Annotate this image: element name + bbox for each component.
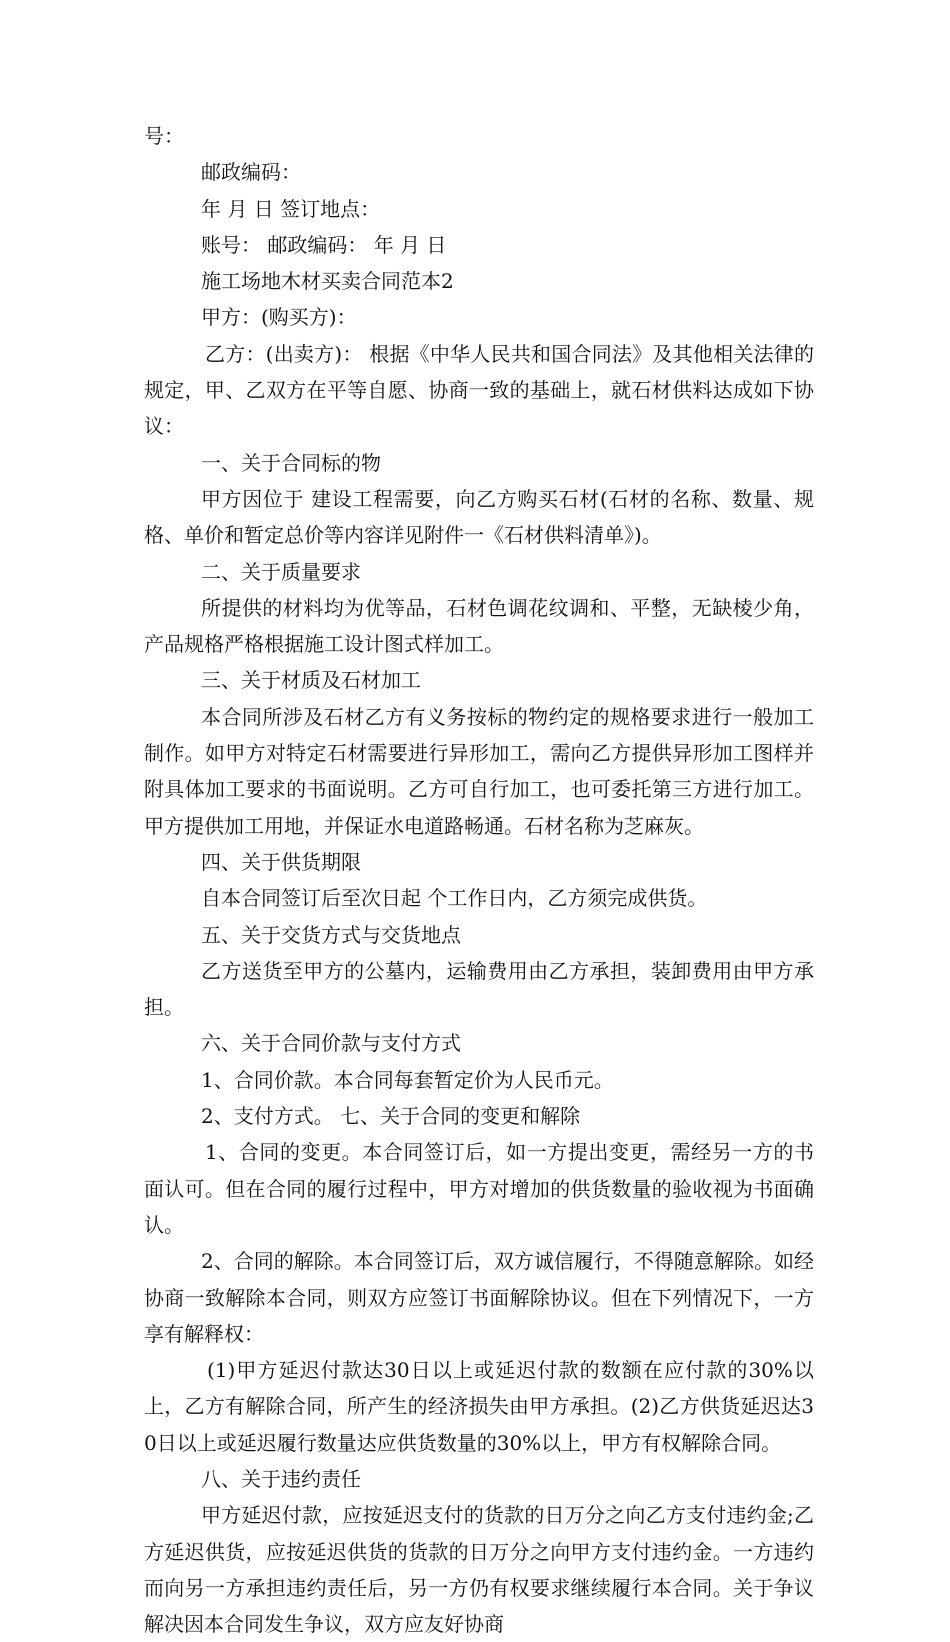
paragraph: 甲方因位于 建设工程需要，向乙方购买石材(石材的名称、数量、规格、单价和暂定总价等内容详见附件一《石材供料清单》)。 — [144, 486, 814, 548]
section-heading: 四、关于供货期限 — [201, 849, 361, 874]
paragraph: 邮政编码： — [201, 160, 301, 185]
paragraph: 2、合同的解除。本合同签订后，双方诚信履行，不得随意解除。如经协商一致解除本合同，则双方应签订书面解除协议。但在下列情况下，一方享有解释权： — [144, 1249, 814, 1346]
paragraph: 施工场地木材买卖合同范本2 — [201, 269, 454, 294]
paragraph: 本合同所涉及石材乙方有义务按标的物约定的规格要求进行一般加工制作。如甲方对特定石材需要进行异形加工，需向乙方提供异形加工图样并附具体加工要求的书面说明。乙方可自行加工，也可委托第三方进行加工。甲方提供加工用地，并保证水电道路畅通。石材名称为芝麻灰。 — [144, 704, 814, 838]
paragraph: 甲方：(购买方)： — [201, 305, 357, 330]
paragraph: 号： — [144, 124, 184, 148]
section-heading: 一、关于合同标的物 — [201, 450, 381, 475]
paragraph: 1、合同价款。本合同每套暂定价为人民币元。 — [201, 1067, 614, 1092]
paragraph: 所提供的材料均为优等品，石材色调花纹调和、平整，无缺棱少角，产品规格严格根据施工设计图式样加工。 — [144, 595, 814, 657]
paragraph: 年 月 日 签订地点： — [201, 196, 381, 221]
paragraph: (1)甲方延迟付款达30日以上或延迟付款的数额在应付款的30%以上，乙方有解除合同，所产生的经济损失由甲方承担。(2)乙方供货延迟达30日以上或延迟履行数量达应供货数量的30%以上，甲方有权解除合同。 — [144, 1358, 814, 1455]
paragraph: 乙方送货至甲方的公墓内，运输费用由乙方承担，装卸费用由甲方承担。 — [144, 958, 814, 1020]
document-body — [144, 118, 814, 1642]
paragraph: 甲方延迟付款，应按延迟支付的货款的日万分之向乙方支付违约金;乙方延迟供货，应按延迟供货的货款的日万分之向甲方支付违约金。一方违约而向另一方承担违约责任后，另一方仍有权要求继续履行本合同。关于争议解决因本合同发生争议，双方应友好协商 — [144, 1503, 814, 1637]
paragraph: 自本合同签订后至次日起 个工作日内，乙方须完成供货。 — [201, 886, 708, 911]
paragraph: 2、支付方式。 七、关于合同的变更和解除 — [201, 1104, 581, 1129]
section-heading: 八、关于违约责任 — [201, 1466, 361, 1491]
section-heading: 六、关于合同价款与支付方式 — [201, 1031, 461, 1056]
paragraph: 1、合同的变更。本合同签订后，如一方提出变更，需经另一方的书面认可。但在合同的履行过程中，甲方对增加的供货数量的验收视为书面确认。 — [144, 1140, 814, 1237]
section-heading: 五、关于交货方式与交货地点 — [201, 922, 461, 947]
paragraph: 账号： 邮政编码： 年 月 日 — [201, 232, 447, 257]
section-heading: 三、关于材质及石材加工 — [201, 668, 421, 693]
section-heading: 二、关于质量要求 — [201, 559, 361, 584]
paragraph: 乙方：(出卖方)： 根据《中华人民共和国合同法》及其他相关法律的规定，甲、乙双方在平等自愿、协商一致的基础上，就石材供料达成如下协议： — [144, 341, 814, 439]
